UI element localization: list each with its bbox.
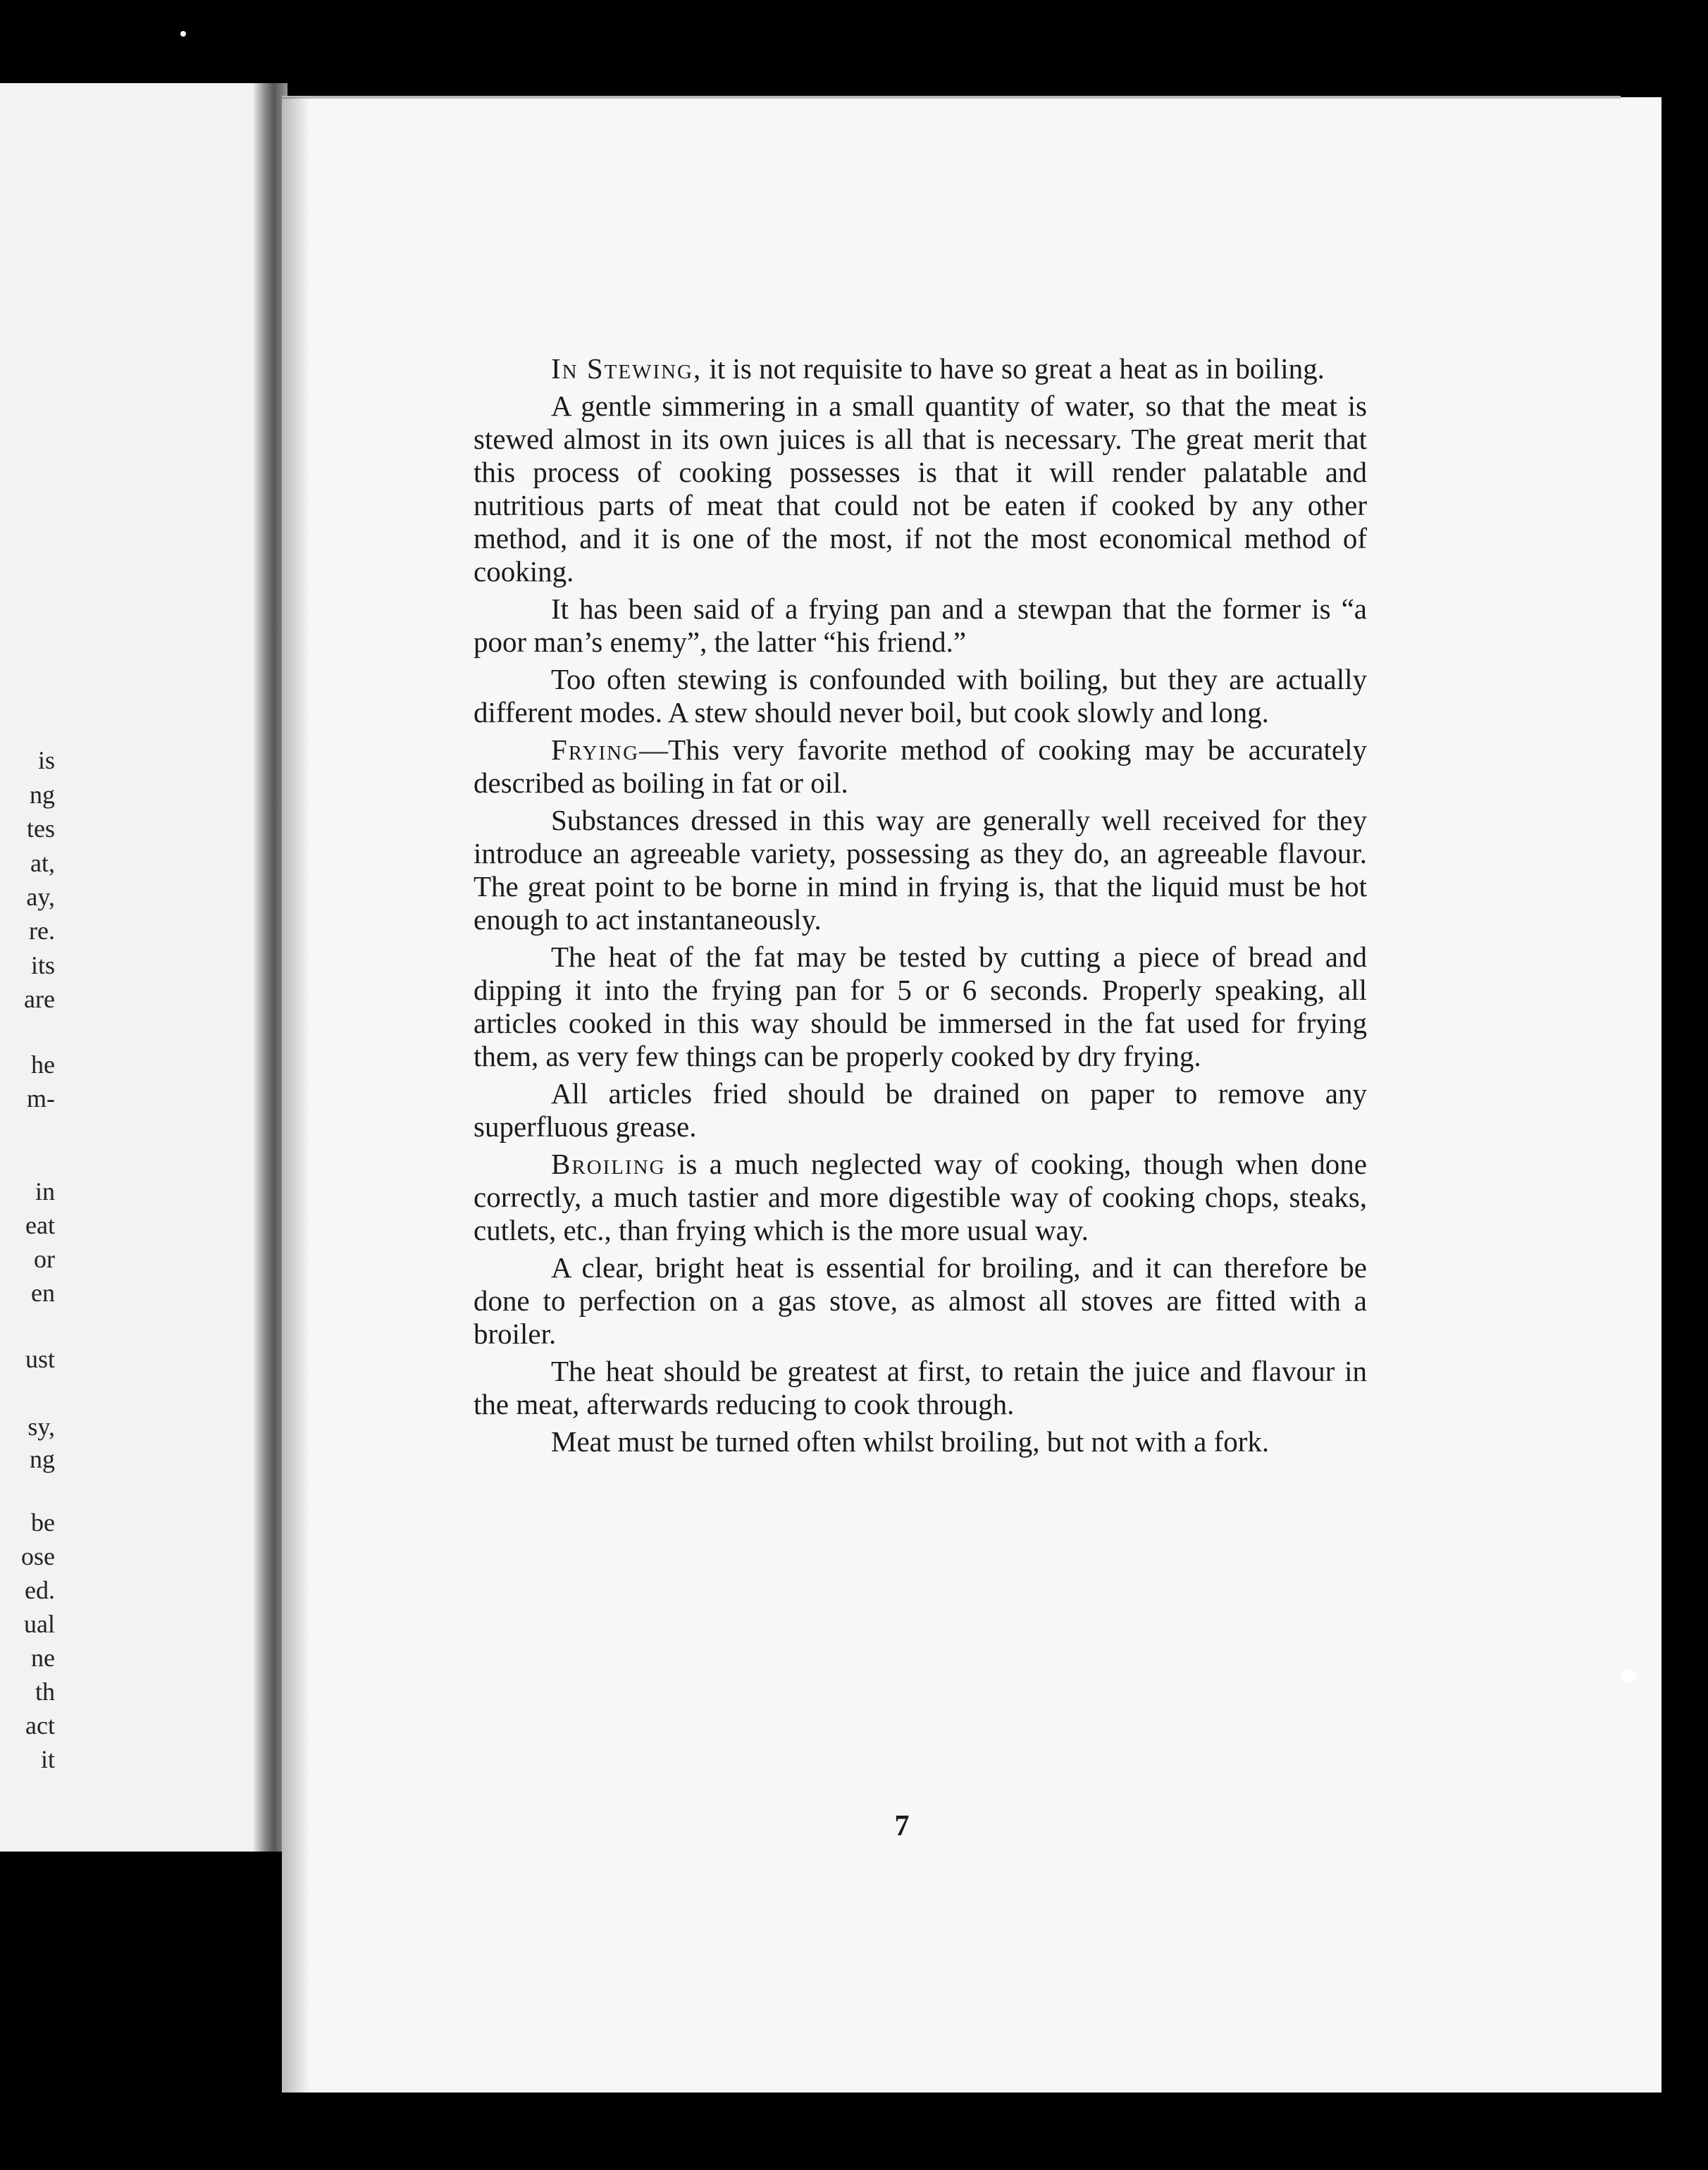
left-fragment: ust (25, 1345, 55, 1373)
left-fragment: en (31, 1279, 55, 1307)
left-fragment: ng (30, 1445, 55, 1473)
left-fragment: are (24, 985, 55, 1013)
paragraph-text: —This very favorite method of cooking may be accurately described as boiling in fat or oil. (474, 733, 1367, 799)
paragraph (474, 1425, 1367, 1458)
left-fragment: re. (29, 917, 55, 945)
paragraph (474, 390, 1367, 588)
left-fragment: at, (30, 849, 55, 877)
dust-speck (1621, 1670, 1636, 1682)
paragraph (474, 1355, 1367, 1421)
dust-speck (180, 31, 186, 37)
paragraph (474, 1251, 1367, 1351)
left-fragment: act (25, 1711, 55, 1740)
paragraph-text: is a much neglected way of cooking, though when done correctly, a much tastier and more digestible way of cooking chops, steaks, cutlets, etc., than frying which is the more usual way. (474, 1148, 1367, 1246)
page-shadow (282, 97, 310, 2092)
paragraph-text: It has been said of a frying pan and a stewpan that the former is “a poor man’s enemy”, the latter “his friend.” (474, 593, 1367, 658)
left-fragment: in (35, 1177, 55, 1205)
section-lead: In Stewing, (551, 352, 703, 385)
section-lead: Broiling (551, 1148, 666, 1180)
paragraph-text: The heat of the fat may be tested by cutting a piece of bread and dipping it into the frying pan for 5 or 6 seconds. Properly speaking, all articles cooked in this way should be immersed in the fat used for frying them, as very few things can be properly cooked by dry frying. (474, 941, 1367, 1072)
paragraph (474, 1077, 1367, 1143)
paragraph-text: Substances dressed in this way are generally well received for they introduce an agreeable variety, possessing as they do, an agreeable flavour. The great point to be borne in mind in frying is, that the liquid must be hot enough to act instantaneously. (474, 804, 1367, 936)
paragraph (474, 593, 1367, 659)
left-fragment: he (31, 1050, 55, 1079)
paragraph (474, 1148, 1367, 1247)
left-fragment: its (30, 951, 55, 979)
left-fragment: eat (25, 1211, 55, 1239)
left-fragment: tes (27, 814, 55, 843)
paragraph-text: Too often stewing is confounded with boiling, but they are actually different modes. A stew should never boil, but cook slowly and long. (474, 663, 1367, 728)
left-fragment: ual (24, 1610, 55, 1638)
page-top-edge (282, 96, 1621, 99)
left-fragment: sy, (27, 1413, 55, 1441)
left-fragment: ng (30, 781, 55, 809)
paragraph-text: it is not requisite to have so great a heat as in boiling. (702, 352, 1325, 385)
left-fragment: it (40, 1745, 55, 1773)
paragraph (474, 804, 1367, 936)
body-text (474, 352, 1367, 1458)
section-lead: Frying (551, 733, 640, 766)
paragraph-text: Meat must be turned often whilst broiling, but not with a fork. (551, 1425, 1270, 1458)
left-fragment: be (31, 1508, 55, 1537)
paragraph-text: A clear, bright heat is essential for broiling, and it can therefore be done to perfection on a gas stove, as almost all stoves are fitted with a broiler. (474, 1251, 1367, 1350)
left-fragment: th (35, 1678, 55, 1706)
paragraph-text: A gentle simmering in a small quantity of water, so that the meat is stewed almost in its own juices is all that is necessary. The great merit that this process of cooking possesses is that it will render palatable and nutritious parts of meat that could not be eaten if cooked by any other method, and it is one of the most, if not the most economical method of cooking. (474, 390, 1367, 588)
left-fragment: ose (21, 1542, 55, 1570)
left-fragment: ay, (26, 883, 55, 911)
paragraph (474, 352, 1367, 385)
page-number: 7 (894, 1810, 910, 1842)
left-fragment: or (34, 1245, 55, 1273)
paragraph-text: All articles fried should be drained on paper to remove any superfluous grease. (474, 1077, 1367, 1143)
left-fragment: ne (31, 1644, 55, 1672)
paragraph (474, 733, 1367, 800)
paragraph (474, 941, 1367, 1073)
left-fragment: ed. (25, 1576, 55, 1604)
paragraph-text: The heat should be greatest at first, to retain the juice and flavour in the meat, afterwards reducing to cook through. (474, 1355, 1367, 1420)
left-fragment: is (37, 746, 55, 774)
paragraph (474, 663, 1367, 729)
left-fragment: m- (27, 1084, 55, 1112)
